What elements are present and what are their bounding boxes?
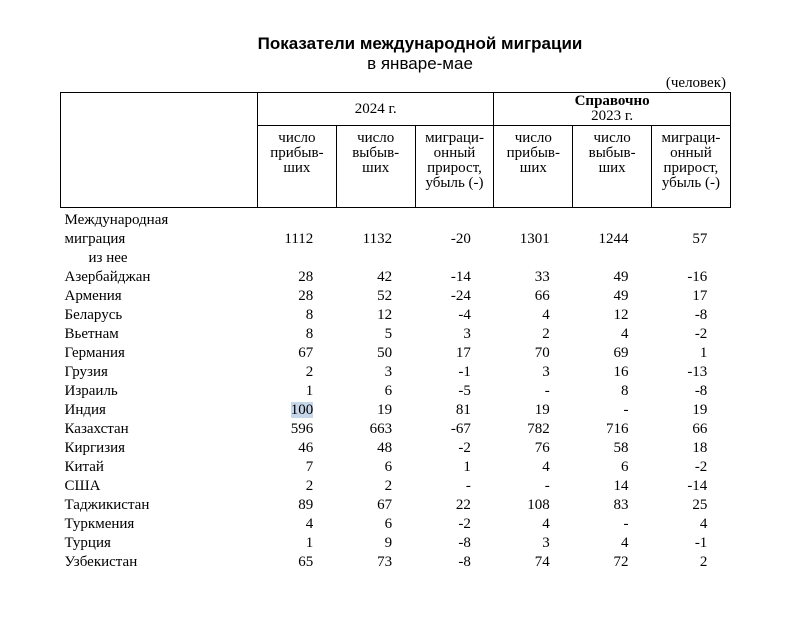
- cell-growth-2023: [652, 553, 731, 572]
- cell-departures-2024: [336, 477, 415, 496]
- cell-arrivals-2023: [494, 344, 573, 363]
- table-row: [61, 458, 731, 477]
- col-header-growth-2024: миграци- онный прирост, убыль (-): [415, 126, 494, 208]
- row-label: Вьетнам: [64, 326, 119, 342]
- cell-value: 1: [699, 345, 708, 361]
- cell-value: 2: [699, 554, 708, 570]
- row-label: Индия: [64, 402, 106, 418]
- cell-arrivals-2023: [494, 534, 573, 553]
- cell-growth-2023: [652, 268, 731, 287]
- cell-value: 2: [384, 478, 393, 494]
- cell-value: 1: [305, 535, 314, 551]
- table-row-of-which: [61, 249, 731, 268]
- cell-value: 49: [613, 288, 629, 304]
- cell-total-departures-2023: 1244: [598, 231, 629, 247]
- cell-value: -16: [687, 269, 708, 285]
- cell-arrivals-2024: [258, 344, 337, 363]
- cell-departures-2023: [573, 496, 652, 515]
- cell-arrivals-2023: [494, 306, 573, 325]
- cell-value: -: [623, 516, 629, 532]
- cell-arrivals-2024: [258, 439, 337, 458]
- cell-value: -1: [458, 364, 471, 380]
- cell-growth-2023: [652, 382, 731, 401]
- cell-value: 12: [613, 307, 629, 323]
- cell-arrivals-2023: [494, 477, 573, 496]
- cell-growth-2024: [415, 553, 494, 572]
- migration-table-container: [60, 92, 730, 572]
- cell-departures-2023: [573, 268, 652, 287]
- col-header-departures-2024: число выбыв- ших: [336, 126, 415, 208]
- row-label: Турция: [64, 535, 111, 551]
- cell-growth-2024: [415, 287, 494, 306]
- cell-departures-2023: [573, 477, 652, 496]
- cell-departures-2023: [573, 382, 652, 401]
- cell-departures-2024: [336, 268, 415, 287]
- cell-arrivals-2023: [494, 458, 573, 477]
- cell-value: -14: [450, 269, 471, 285]
- header-corner-cell: [61, 93, 258, 208]
- cell-departures-2023: [573, 325, 652, 344]
- cell-departures-2024: [336, 496, 415, 515]
- cell-value: 50: [377, 345, 393, 361]
- cell-value: 1: [305, 383, 314, 399]
- cell-departures-2024: [336, 306, 415, 325]
- cell-departures-2024: [336, 401, 415, 420]
- cell-value: 4: [305, 516, 314, 532]
- cell-growth-2024: [415, 382, 494, 401]
- cell-arrivals-2023: [494, 382, 573, 401]
- cell-value: 8: [305, 326, 314, 342]
- migration-table: [60, 92, 731, 572]
- col-header-growth-2023: миграци- онный прирост, убыль (-): [652, 126, 731, 208]
- cell-value: 2: [542, 326, 550, 342]
- group-header-reference-label: Справочно: [574, 93, 650, 109]
- cell-value: 4: [621, 535, 629, 551]
- cell-arrivals-2024: [258, 268, 337, 287]
- cell-value: -: [465, 478, 471, 494]
- cell-arrivals-2023: [494, 401, 573, 420]
- group-header-2023: [494, 93, 730, 126]
- cell-departures-2023: [573, 306, 652, 325]
- cell-total-departures-2024: 1132: [362, 231, 393, 247]
- cell-growth-2023: [652, 306, 731, 325]
- table-row: [61, 515, 731, 534]
- row-label: США: [64, 478, 101, 494]
- cell-arrivals-2024: [258, 287, 337, 306]
- cell-departures-2024: [336, 344, 415, 363]
- cell-value: -2: [458, 516, 471, 532]
- cell-value: 14: [613, 478, 629, 494]
- cell-arrivals-2024: [258, 515, 337, 534]
- row-label: Таджикистан: [64, 497, 150, 513]
- cell-value: 81: [455, 402, 471, 418]
- cell-arrivals-2024: [258, 382, 337, 401]
- cell-value: 7: [305, 459, 314, 475]
- cell-value: 65: [298, 554, 314, 570]
- units-note: (человек): [665, 75, 726, 91]
- cell-departures-2024: [336, 325, 415, 344]
- cell-departures-2024: [336, 515, 415, 534]
- cell-arrivals-2024: [258, 553, 337, 572]
- cell-departures-2024: [336, 287, 415, 306]
- cell-value: -: [544, 478, 550, 494]
- row-label-of-which: из нее: [88, 250, 128, 266]
- cell-departures-2024: [336, 439, 415, 458]
- cell-value: 22: [455, 497, 471, 513]
- cell-growth-2024: [415, 477, 494, 496]
- cell-growth-2023: [652, 401, 731, 420]
- row-label: Армения: [64, 288, 122, 304]
- row-label: Германия: [64, 345, 125, 361]
- row-label: Израиль: [64, 383, 118, 399]
- cell-departures-2024: [336, 382, 415, 401]
- table-row: [61, 306, 731, 325]
- cell-departures-2024: [336, 363, 415, 382]
- table-row: [61, 401, 731, 420]
- cell-departures-2023: [573, 363, 652, 382]
- cell-arrivals-2024: [258, 363, 337, 382]
- cell-arrivals-2024: [258, 534, 337, 553]
- cell-value: 17: [692, 288, 708, 304]
- table-row: [61, 420, 731, 439]
- group-header-2023-label: 2023 г.: [591, 108, 634, 124]
- cell-arrivals-2023: [494, 553, 573, 572]
- cell-arrivals-2024: [258, 325, 337, 344]
- cell-value: 28: [298, 269, 314, 285]
- cell-arrivals-2023: [494, 496, 573, 515]
- cell-value: 3: [542, 364, 550, 380]
- cell-value: -: [623, 402, 629, 418]
- cell-value: -: [544, 383, 550, 399]
- row-label: Беларусь: [64, 307, 123, 323]
- cell-growth-2024: [415, 401, 494, 420]
- table-row: [61, 534, 731, 553]
- cell-value: 72: [613, 554, 629, 570]
- cell-value: 6: [384, 459, 393, 475]
- cell-growth-2024: [415, 458, 494, 477]
- cell-value: -2: [694, 459, 708, 475]
- cell-growth-2023: [652, 477, 731, 496]
- cell-value: 46: [298, 440, 314, 456]
- cell-value: 6: [384, 383, 393, 399]
- cell-value: 48: [377, 440, 393, 456]
- cell-value: 4: [542, 516, 550, 532]
- cell-value: 4: [621, 326, 629, 342]
- cell-growth-2023: [652, 344, 731, 363]
- col-header-arrivals-2023: число прибыв- ших: [494, 126, 573, 208]
- cell-value: -8: [694, 307, 708, 323]
- cell-value: 6: [384, 516, 393, 532]
- cell-value: 67: [298, 345, 314, 361]
- cell-growth-2023: [652, 496, 731, 515]
- cell-value: -2: [694, 326, 708, 342]
- cell-value: 3: [463, 326, 471, 342]
- cell-value: -8: [458, 554, 471, 570]
- cell-value: 17: [455, 345, 471, 361]
- cell-growth-2023: [652, 325, 731, 344]
- cell-value: 70: [534, 345, 550, 361]
- cell-value: 4: [542, 459, 550, 475]
- row-label: Грузия: [64, 364, 108, 380]
- cell-growth-2024: [415, 496, 494, 515]
- cell-value: 16: [613, 364, 629, 380]
- cell-value: 52: [377, 288, 393, 304]
- cell-value: 2: [305, 478, 314, 494]
- cell-departures-2023: [573, 458, 652, 477]
- cell-growth-2024: [415, 363, 494, 382]
- cell-value: 74: [534, 554, 550, 570]
- cell-growth-2023: [652, 363, 731, 382]
- cell-value: 5: [384, 326, 393, 342]
- cell-arrivals-2023: [494, 515, 573, 534]
- cell-growth-2023: [652, 420, 731, 439]
- cell-growth-2023: [652, 534, 731, 553]
- cell-value: 73: [377, 554, 393, 570]
- cell-total-arrivals-2024: 1112: [284, 231, 314, 247]
- cell-arrivals-2023: [494, 420, 573, 439]
- cell-growth-2024: [415, 344, 494, 363]
- cell-growth-2024: [415, 439, 494, 458]
- row-label-total: Международная миграция: [64, 212, 169, 247]
- cell-departures-2023: [573, 534, 652, 553]
- cell-value: 67: [377, 497, 393, 513]
- cell-value: 25: [692, 497, 708, 513]
- cell-value: 89: [298, 497, 314, 513]
- cell-value: 663: [369, 421, 393, 437]
- cell-value: 4: [699, 516, 708, 532]
- cell-arrivals-2024: [258, 458, 337, 477]
- cell-arrivals-2024: [258, 496, 337, 515]
- page-title: Показатели международной миграции: [257, 34, 583, 53]
- cell-value: -1: [694, 535, 708, 551]
- cell-value: 18: [692, 440, 708, 456]
- cell-value: -24: [450, 288, 471, 304]
- cell-value: 76: [534, 440, 550, 456]
- cell-value: 596: [290, 421, 314, 437]
- cell-departures-2023: [573, 553, 652, 572]
- cell-total-arrivals-2023: 1301: [519, 231, 550, 247]
- cell-growth-2023: [652, 439, 731, 458]
- group-header-2024-label: 2024 г.: [354, 101, 397, 117]
- table-row: [61, 363, 731, 382]
- cell-departures-2024: [336, 458, 415, 477]
- cell-arrivals-2023: [494, 439, 573, 458]
- row-label: Киргизия: [64, 440, 126, 456]
- cell-value: 42: [377, 269, 393, 285]
- cell-growth-2023: [652, 287, 731, 306]
- cell-value: 28: [298, 288, 314, 304]
- cell-value: 2: [305, 364, 314, 380]
- cell-value: -8: [694, 383, 708, 399]
- cell-value: 4: [542, 307, 550, 323]
- cell-departures-2023: [573, 401, 652, 420]
- cell-value: 33: [534, 269, 550, 285]
- cell-growth-2024: [415, 534, 494, 553]
- cell-departures-2023: [573, 287, 652, 306]
- cell-value: 19: [692, 402, 708, 418]
- cell-value: 6: [621, 459, 629, 475]
- cell-value: 49: [613, 269, 629, 285]
- cell-arrivals-2023: [494, 363, 573, 382]
- cell-value: 1: [463, 459, 471, 475]
- table-row: [61, 268, 731, 287]
- cell-value: 8: [305, 307, 314, 323]
- cell-growth-2024: [415, 515, 494, 534]
- cell-value: 716: [606, 421, 629, 437]
- cell-value: 58: [613, 440, 629, 456]
- cell-arrivals-2024: [258, 477, 337, 496]
- cell-departures-2023: [573, 515, 652, 534]
- cell-growth-2023: [652, 515, 731, 534]
- cell-value: 69: [613, 345, 629, 361]
- table-row: [61, 553, 731, 572]
- cell-value: 66: [534, 288, 550, 304]
- table-row: [61, 287, 731, 306]
- cell-total-growth-2023: 57: [692, 231, 708, 247]
- group-header-2024: [258, 93, 494, 126]
- cell-value: 3: [542, 535, 550, 551]
- cell-value: 83: [613, 497, 629, 513]
- cell-growth-2024: [415, 420, 494, 439]
- cell-growth-2024: [415, 268, 494, 287]
- cell-growth-2023: [652, 458, 731, 477]
- table-row: [61, 439, 731, 458]
- cell-value: 9: [384, 535, 393, 551]
- row-label: Азербайджан: [64, 269, 151, 285]
- cell-arrivals-2024: [258, 306, 337, 325]
- row-label: Казахстан: [64, 421, 129, 437]
- cell-value: -4: [458, 307, 471, 323]
- table-row: [61, 344, 731, 363]
- cell-growth-2024: [415, 306, 494, 325]
- row-label: Туркмения: [64, 516, 135, 532]
- cell-value: -8: [458, 535, 471, 551]
- row-label: Китай: [64, 459, 104, 475]
- cell-total-growth-2024: -20: [450, 231, 471, 247]
- cell-value: 12: [377, 307, 393, 323]
- cell-arrivals-2023: [494, 287, 573, 306]
- cell-departures-2023: [573, 344, 652, 363]
- cell-value: 3: [384, 364, 393, 380]
- cell-arrivals-2023: [494, 325, 573, 344]
- cell-value: 8: [621, 383, 629, 399]
- page-subtitle: в январе-мае: [367, 54, 473, 73]
- cell-arrivals-2023: [494, 268, 573, 287]
- cell-value: -2: [458, 440, 471, 456]
- cell-value: 108: [527, 497, 550, 513]
- cell-value: -67: [450, 421, 471, 437]
- cell-departures-2023: [573, 439, 652, 458]
- cell-departures-2024: [336, 553, 415, 572]
- cell-value: -14: [687, 478, 708, 494]
- cell-value: 19: [377, 402, 393, 418]
- cell-value: 100: [290, 402, 314, 418]
- table-row: [61, 496, 731, 515]
- cell-departures-2024: [336, 534, 415, 553]
- table-row: [61, 325, 731, 344]
- cell-departures-2024: [336, 420, 415, 439]
- table-row: [61, 477, 731, 496]
- cell-value: -5: [458, 383, 471, 399]
- cell-value: -13: [687, 364, 708, 380]
- cell-value: 19: [534, 402, 550, 418]
- cell-growth-2024: [415, 325, 494, 344]
- cell-departures-2023: [573, 420, 652, 439]
- col-header-departures-2023: число выбыв- ших: [573, 126, 652, 208]
- col-header-arrivals-2024: число прибыв- ших: [258, 126, 337, 208]
- row-label: Узбекистан: [64, 554, 138, 570]
- cell-arrivals-2024: [258, 401, 337, 420]
- table-row-total: [61, 208, 731, 250]
- cell-value: 66: [692, 421, 708, 437]
- table-row: [61, 382, 731, 401]
- cell-arrivals-2024: [258, 420, 337, 439]
- cell-value: 782: [527, 421, 550, 437]
